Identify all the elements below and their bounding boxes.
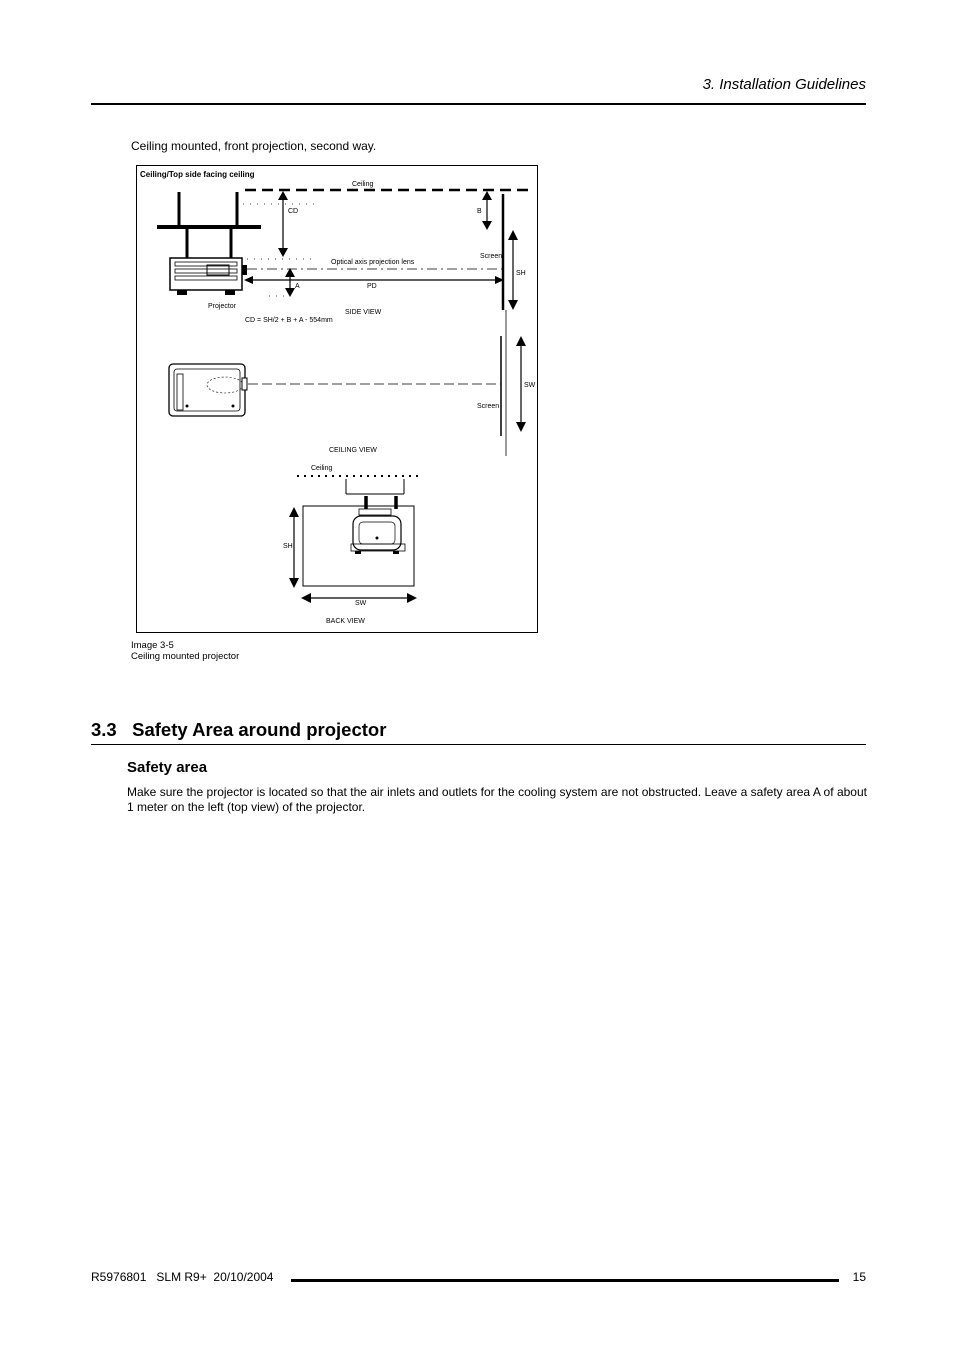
- sh-side-label: SH: [516, 270, 526, 277]
- back-view-label: BACK VIEW: [326, 618, 365, 625]
- section-rule: [91, 744, 866, 745]
- footer-rule: [291, 1279, 839, 1282]
- ceiling-view: [169, 336, 536, 454]
- cd-label: CD: [288, 208, 299, 215]
- screen-side-label: Screen: [480, 253, 503, 260]
- sw-top-label: SW: [524, 382, 536, 389]
- body-paragraph: Make sure the projector is located so that the air inlets and outlets for the cooling system are not obstructed. Leave a safety area A of about 1 meter on the left (top view) of the projector.: [127, 785, 867, 814]
- sw-back-label: SW: [355, 600, 367, 607]
- figure-caption: [131, 640, 239, 662]
- ceiling-label-top: Ceiling: [352, 181, 374, 188]
- caption-number: Image 3-5: [131, 640, 174, 651]
- optical-axis-label: Optical axis projection lens: [331, 259, 415, 266]
- ceiling-back-label: Ceiling: [311, 465, 333, 472]
- header-rule: [91, 103, 866, 105]
- caption-title: Ceiling mounted projector: [131, 651, 240, 662]
- diagram-title: Ceiling/Top side facing ceiling: [140, 170, 255, 179]
- sh-back-label: SH: [283, 543, 293, 550]
- page-number: 15: [852, 1270, 866, 1284]
- b-label: B: [477, 208, 482, 215]
- projector-back-icon: [351, 509, 405, 554]
- side-view-label: SIDE VIEW: [345, 309, 382, 316]
- ceiling-mount-diagram: [136, 165, 538, 633]
- back-view: [283, 465, 423, 625]
- footer-doc-info: R5976801 SLM R9+ 20/10/2004: [91, 1270, 274, 1284]
- projector-side-icon: [170, 258, 247, 295]
- screen-top-label: Screen: [477, 403, 500, 410]
- pd-label: PD: [367, 283, 377, 290]
- subsection-title: Safety area: [127, 759, 208, 776]
- chapter-header: 3. Installation Guidelines: [702, 76, 866, 93]
- formula-label: CD = SH/2 + B + A - 554mm: [245, 317, 333, 324]
- projector-label: Projector: [208, 303, 237, 310]
- section-title: 3.3 Safety Area around projector: [91, 719, 387, 740]
- a-label: A: [295, 283, 300, 290]
- diagram-svg: [137, 166, 539, 634]
- figure-intro-text: Ceiling mounted, front projection, second way.: [131, 139, 377, 153]
- ceiling-view-label: CEILING VIEW: [329, 447, 377, 454]
- projector-top-icon: [169, 364, 247, 416]
